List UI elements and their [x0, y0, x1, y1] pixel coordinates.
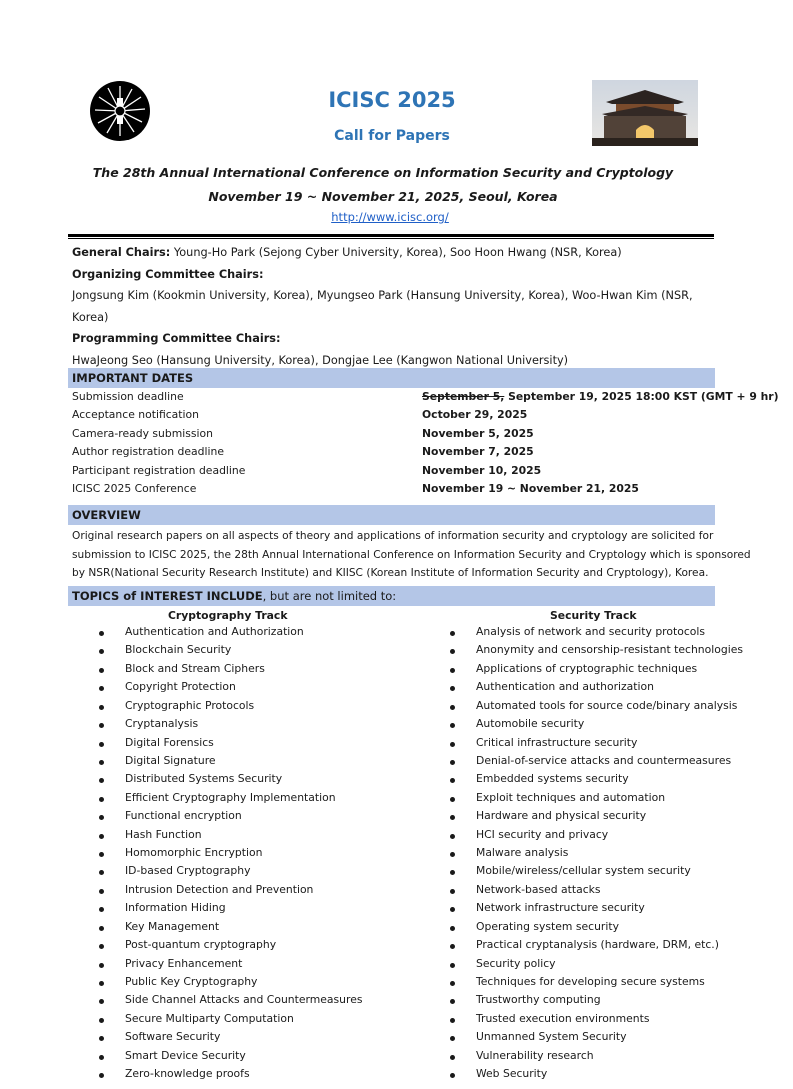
bullet-icon [99, 705, 104, 710]
topic-label: Automobile security [476, 717, 585, 731]
page-subtitle: Call for Papers [334, 128, 450, 144]
date-value: November 7, 2025 [422, 445, 534, 459]
bullet-icon [99, 834, 104, 839]
date-label: Author registration deadline [72, 445, 224, 459]
overview-line: submission to ICISC 2025, the 28th Annual International Conference on Information Security and Cryptology which is sponsored [72, 548, 751, 561]
bullet-icon [99, 1018, 104, 1023]
overview-heading: OVERVIEW [68, 505, 715, 525]
bullet-icon [450, 760, 455, 765]
bullet-icon [99, 889, 104, 894]
bullet-icon [450, 907, 455, 912]
date-row [72, 445, 732, 463]
topics-heading [68, 586, 715, 606]
programming-chairs-value: HwaJeong Seo (Hansung University, Korea), Dongjae Lee (Kangwon National University) [72, 353, 569, 367]
topic-label: Authentication and Authorization [125, 625, 304, 638]
security-track-title: Security Track [550, 609, 637, 622]
date-value: November 19 ~ November 21, 2025 [422, 481, 639, 495]
topic-label: Network infrastructure security [476, 901, 645, 915]
bullet-icon [450, 668, 455, 673]
bullet-icon [99, 815, 104, 820]
date-label: Submission deadline [72, 390, 184, 403]
bullet-icon [450, 797, 455, 802]
topic-label: Side Channel Attacks and Countermeasures [125, 993, 363, 1007]
topic-label: ID-based Cryptography [125, 864, 251, 878]
date-row [72, 464, 732, 482]
topic-label: Exploit techniques and automation [476, 790, 666, 804]
date-value: October 29, 2025 [422, 408, 528, 422]
bullet-icon [99, 668, 104, 673]
topic-label: Practical cryptanalysis (hardware, DRM, etc.) [476, 938, 719, 952]
topic-label: Hardware and physical security [476, 809, 647, 823]
bullet-icon [450, 944, 455, 949]
general-chairs-label: General Chairs: [72, 246, 171, 259]
topic-label: Malware analysis [476, 846, 569, 860]
topic-label: Network-based attacks [476, 882, 601, 896]
topic-label: Trusted execution environments [476, 1011, 650, 1025]
topic-label: Secure Multiparty Computation [125, 1011, 294, 1025]
bullet-icon [450, 1073, 455, 1078]
conference-dates: November 19 ~ November 21, 2025, Seoul, Korea [208, 189, 558, 204]
bullet-icon [450, 981, 455, 986]
topic-label: Information Hiding [125, 901, 226, 915]
topic-label: Digital Signature [125, 753, 216, 767]
bullet-icon [99, 1055, 104, 1060]
bullet-icon [450, 999, 455, 1004]
topics-heading-main: TOPICS of INTEREST INCLUDE [72, 589, 263, 603]
topic-label: Distributed Systems Security [125, 772, 283, 786]
topics-heading-suffix: , but are not limited to: [262, 589, 397, 603]
topic-label: Mobile/wireless/cellular system security [476, 864, 691, 878]
important-dates-heading: IMPORTANT DATES [68, 368, 715, 388]
topic-label: Intrusion Detection and Prevention [125, 882, 314, 896]
date-value [422, 390, 779, 403]
topic-label: Public Key Cryptography [125, 975, 258, 989]
conference-url-link[interactable]: http://www.icisc.org/ [331, 210, 449, 224]
topic-label: Software Security [125, 1030, 221, 1044]
bullet-icon [99, 1036, 104, 1041]
date-row [72, 482, 732, 500]
bullet-icon [450, 631, 455, 636]
topic-label: Functional encryption [125, 809, 242, 823]
overview-line: by NSR(National Security Research Institute) and KIISC (Korean Institute of Information Security and Cryptology), Korea. [72, 567, 709, 580]
topic-label: Copyright Protection [125, 680, 236, 694]
header-divider-thin [68, 238, 714, 239]
bullet-icon [99, 760, 104, 765]
organizing-chairs-label: Organizing Committee Chairs: [72, 267, 264, 281]
bullet-icon [450, 705, 455, 710]
date-row [72, 427, 732, 445]
header-divider [68, 234, 714, 237]
topic-label: Authentication and authorization [476, 680, 654, 694]
topic-label: Privacy Enhancement [125, 956, 243, 970]
bullet-icon [450, 686, 455, 691]
chairs-section [72, 242, 722, 372]
conference-name: The 28th Annual International Conference on Information Security and Cryptology [92, 165, 674, 180]
bullet-icon [99, 926, 104, 931]
general-chairs-value: Young-Ho Park (Sejong Cyber University, Korea), Soo Hoon Hwang (NSR, Korea) [170, 246, 622, 259]
topic-label: Security policy [476, 956, 556, 970]
topic-label: Smart Device Security [125, 1048, 246, 1062]
topic-label: Cryptographic Protocols [125, 698, 255, 712]
topic-label: Blockchain Security [125, 643, 232, 657]
bullet-icon [99, 870, 104, 875]
topic-label: Hash Function [125, 827, 202, 841]
topic-label: Post-quantum cryptography [125, 938, 277, 952]
bullet-icon [450, 852, 455, 857]
bullet-icon [450, 1036, 455, 1041]
bullet-icon [450, 742, 455, 747]
conference-url-container [0, 210, 780, 224]
organizing-chairs-value: Jongsung Kim (Kookmin University, Korea), Myungseo Park (Hansung University, Korea), Woo-Hwan Kim (NSR, Korea) [72, 289, 693, 324]
topic-label: Web Security [476, 1067, 548, 1081]
bullet-icon [450, 870, 455, 875]
topic-label: HCI security and privacy [476, 827, 609, 841]
programming-chairs-label: Programming Committee Chairs: [72, 332, 281, 346]
date-value: November 5, 2025 [422, 426, 534, 440]
bullet-icon [99, 999, 104, 1004]
topic-label: Unmanned System Security [476, 1030, 627, 1044]
page-title: ICISC 2025 [328, 88, 456, 112]
date-label: Participant registration deadline [72, 463, 246, 477]
general-chairs-line [72, 242, 722, 264]
topic-label: Denial-of-service attacks and countermeasures [476, 753, 732, 767]
bullet-icon [99, 907, 104, 912]
topic-label: Block and Stream Ciphers [125, 661, 265, 675]
important-dates-table [72, 390, 779, 500]
topic-label: Analysis of network and security protocols [476, 625, 705, 638]
topic-label: Zero-knowledge proofs [125, 1067, 250, 1081]
topic-label: Cryptanalysis [125, 717, 199, 731]
bullet-icon [99, 797, 104, 802]
bullet-icon [450, 649, 455, 654]
topic-label: Vulnerability research [476, 1048, 594, 1062]
bullet-icon [99, 686, 104, 691]
date-label: Camera-ready submission [72, 426, 213, 440]
bullet-icon [99, 631, 104, 636]
topic-label: Homomorphic Encryption [125, 846, 263, 860]
topic-label: Applications of cryptographic techniques [476, 661, 698, 675]
overview-line: Original research papers on all aspects of theory and applications of information security and cryptology are solicited for [72, 530, 714, 542]
bullet-icon [450, 778, 455, 783]
bullet-icon [99, 778, 104, 783]
bullet-icon [450, 1018, 455, 1023]
bullet-icon [99, 723, 104, 728]
bullet-icon [99, 852, 104, 857]
struck-date: September 5, [422, 390, 505, 403]
bullet-icon [99, 963, 104, 968]
topic-label: Efficient Cryptography Implementation [125, 790, 336, 804]
topic-label: Critical infrastructure security [476, 735, 638, 749]
crypto-track-title: Cryptography Track [168, 609, 288, 622]
date-row [72, 408, 732, 426]
topic-label: Anonymity and censorship-resistant technologies [476, 643, 743, 657]
bullet-icon [450, 963, 455, 968]
date-label: Acceptance notification [72, 408, 199, 422]
topic-label: Key Management [125, 919, 220, 933]
date-value: November 10, 2025 [422, 463, 542, 477]
bullet-icon [450, 1055, 455, 1060]
bullet-icon [450, 834, 455, 839]
date-row [72, 390, 779, 408]
bullet-icon [99, 981, 104, 986]
date-value-text: September 19, 2025 18:00 KST (GMT + 9 hr) [504, 390, 779, 403]
bullet-icon [99, 1073, 104, 1078]
bullet-icon [450, 815, 455, 820]
bullet-icon [99, 649, 104, 654]
topic-label: Embedded systems security [476, 772, 629, 786]
bullet-icon [99, 944, 104, 949]
bullet-icon [450, 723, 455, 728]
topic-label: Automated tools for source code/binary analysis [476, 698, 738, 712]
topic-label: Operating system security [476, 919, 619, 933]
topic-label: Digital Forensics [125, 735, 214, 749]
bullet-icon [99, 742, 104, 747]
topic-label: Trustworthy computing [476, 993, 601, 1007]
date-label: ICISC 2025 Conference [72, 481, 197, 495]
bullet-icon [450, 926, 455, 931]
bullet-icon [450, 889, 455, 894]
topic-label: Techniques for developing secure systems [476, 975, 705, 989]
overview-text [72, 527, 751, 583]
